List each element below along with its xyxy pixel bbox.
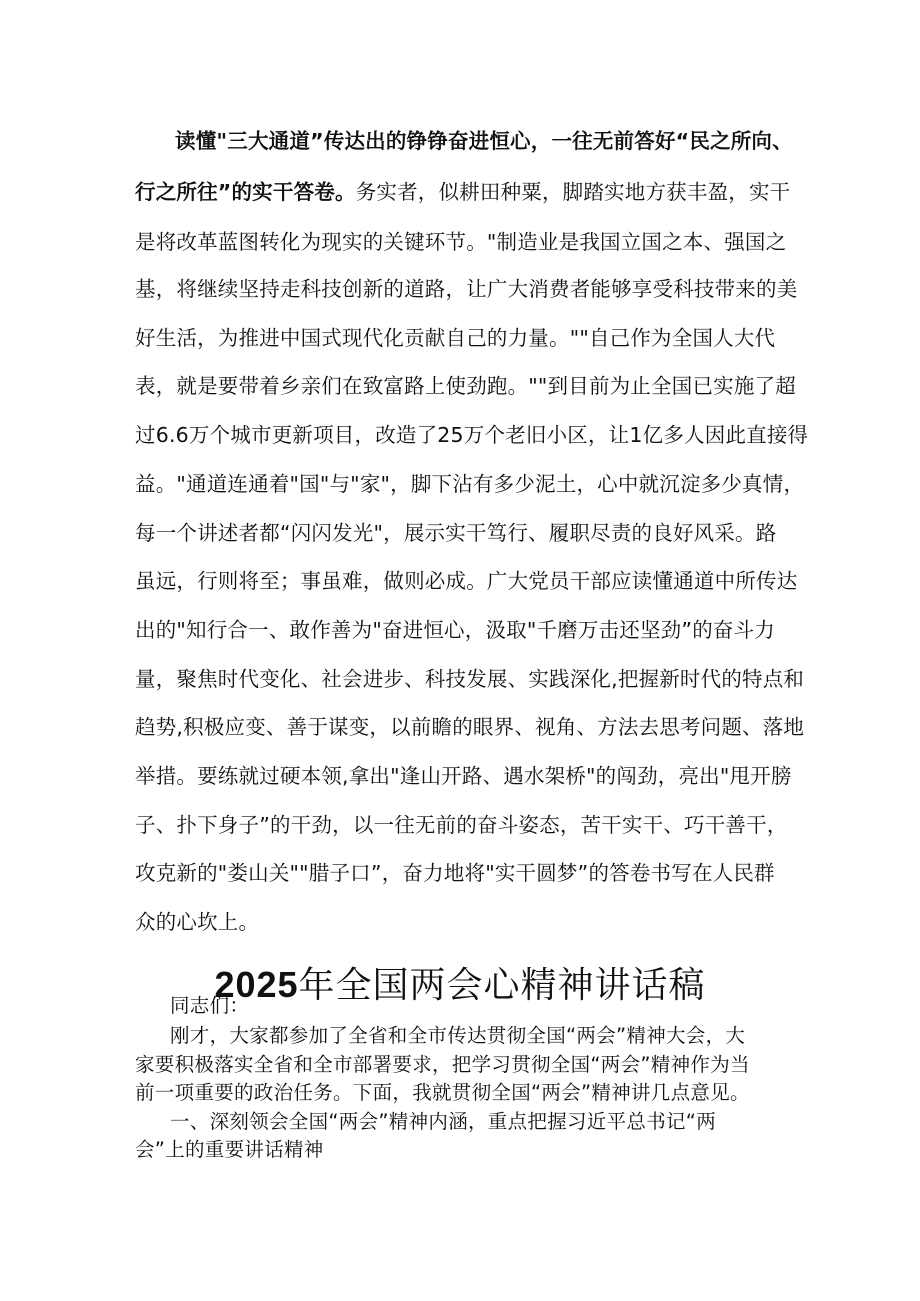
paragraph-line: 过6.6万个城市更新项目，改造了25万个老旧小区，让1亿多人因此直接得: [135, 423, 809, 447]
paragraph-line: 量，聚焦时代变化、社会进步、科技发展、实践深化,把握新时代的特点和: [135, 667, 805, 691]
title-year: 2025: [214, 964, 299, 1006]
paragraph-line: 表，就是要带着乡亲们在致富路上使劲跑。""到目前为止全国已实施了超: [135, 374, 796, 398]
paragraph-line: 基，将继续坚持走科技创新的道路，让广大消费者能够享受科技带来的美: [135, 277, 798, 301]
speech-title: [0, 963, 920, 1008]
speech-line: 刚才，大家都参加了全省和全市传达贯彻全国“两会”精神大会，大: [170, 1024, 746, 1047]
paragraph-line: 举措。要练就过硬本领,拿出"逢山开路、遇水架桥"的闯劲，亮出"甩开膀: [135, 764, 792, 788]
section-heading-line: 会”上的重要讲话精神: [135, 1138, 324, 1161]
paragraph-line: 趋势,积极应变、善于谋变，以前瞻的眼界、视角、方法去思考问题、落地: [135, 715, 805, 739]
paragraph-line: 虽远，行则将至；事虽难，做则必成。广大党员干部应读懂通道中所传达: [135, 569, 798, 593]
paragraph-line: 益。"通道连通着"国"与"家"，脚下沾有多少泥土，心中就沉淀多少真情，: [135, 472, 805, 496]
paragraph-line: 攻克新的"娄山关""腊子口”，奋力地将"实干圆梦”的答卷书写在人民群: [135, 861, 775, 885]
paragraph-line: 每一个讲述者都“闪闪发光"，展示实干笃行、履职尽责的良好风采。路: [135, 521, 777, 545]
title-text: 年全国两会心精神讲话稿: [298, 965, 706, 1007]
salutation: 同志们：: [170, 994, 250, 1017]
paragraph-line: 出的"知行合一、敢作善为"奋进恒心，汲取"千磨万击还坚劲”的奋斗力: [135, 618, 776, 642]
speech-line: 前一项重要的政治任务。下面，我就贯彻全国“两会”精神讲几点意见。: [135, 1081, 750, 1104]
paragraph-line: 是将改革蓝图转化为现实的关键环节。"制造业是我国立国之本、强国之: [135, 230, 787, 254]
paragraph-line: [135, 180, 790, 204]
section-heading-line: 一、深刻领会全国“两会”精神内涵，重点把握习近平总书记“两: [170, 1110, 717, 1133]
bold-lead-text: 行之所往”的实干答卷。: [135, 180, 356, 204]
paragraph-line: 子、扑下身子”的干劲，以一往无前的奋斗姿态，苦干实干、巧干善干，: [135, 813, 788, 837]
paragraph-line: 好生活，为推进中国式现代化贡献自己的力量。""自己作为全国人大代: [135, 326, 776, 350]
bold-lead-text: 读懂"三大通道”传达出的铮铮奋进恒心，一往无前答好“民之所向、: [175, 129, 793, 153]
paragraph-text: 务实者，似耕田种粟，脚踏实地方获丰盈，实干: [355, 180, 791, 204]
speech-line: 家要积极落实全省和全市部署要求，把学习贯彻全国“两会”精神作为当: [135, 1053, 750, 1076]
paragraph-line: 众的心坎上。: [135, 910, 260, 934]
paragraph-line: [175, 129, 793, 153]
